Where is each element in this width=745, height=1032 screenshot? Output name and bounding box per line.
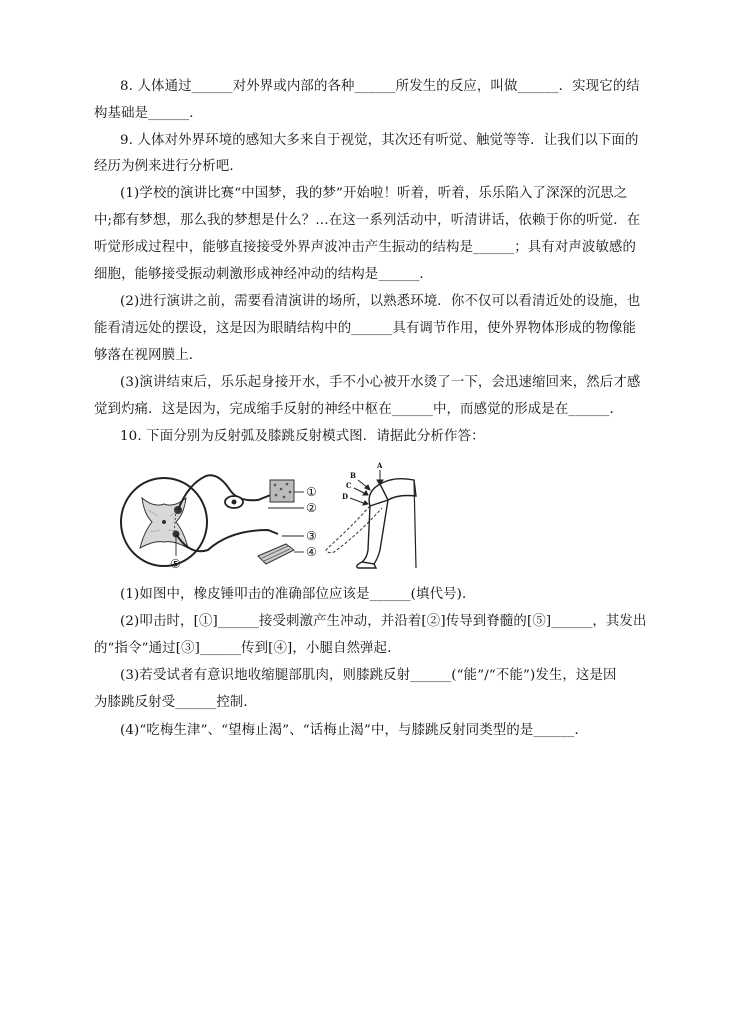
q9-part2-line-1: (2)进行演讲之前，需要看清演讲的场所，以熟悉环境．你不仅可以看清近处的设施，也	[120, 294, 641, 309]
reflex-arc-diagram	[118, 470, 333, 582]
marker-2: ②	[306, 501, 317, 515]
letter-D: D	[342, 492, 349, 501]
receptor-skin	[270, 480, 294, 502]
letter-A: A	[377, 461, 383, 470]
q9-part1-line-1: (1)学校的演讲比赛“中国梦，我的梦”开始啦！听着，听着，乐乐陷入了深深的沉思之	[120, 186, 628, 201]
q9-line-1: 9. 人体对外界环境的感知大多来自于视觉，其次还有听觉、触觉等等．让我们以下面的	[120, 133, 639, 148]
knee-jerk-diagram	[318, 458, 422, 572]
q10-part3-line-2: 为膝跳反射受______控制．	[94, 695, 257, 710]
q10-part2-line-1: (2)叩击时，[①]______接受刺激产生冲动，并沿着[②]传导到脊髓的[⑤]______，其发出	[120, 614, 647, 629]
q10-part3-line-1: (3)若受试者有意识地收缩腿部肌肉，则膝跳反射______(“能”/“不能”)发生，这是因	[120, 668, 617, 683]
q9-part3-line-2: 觉到灼痛．这是因为，完成缩手反射的神经中枢在______中，而感觉的形成是在______．	[94, 402, 623, 417]
effector-muscle	[258, 544, 294, 564]
q9-part1-line-4: 细胞，能够接受振动刺激形成神经冲动的结构是______．	[94, 267, 433, 282]
letter-C: C	[346, 481, 352, 490]
q9-part2-line-2: 能看清远处的摆设，这是因为眼睛结构中的______具有调节作用，使外界物体形成的物像能	[94, 321, 637, 336]
q10-part2-line-2: 的“指令”通过[③]______传到[④]，小腿自然弹起．	[94, 641, 401, 656]
q10-part1: (1)如图中，橡皮锤叩击的准确部位应该是______(填代号)．	[120, 587, 476, 602]
letter-B: B	[350, 471, 356, 480]
q10-part4: (4)“吃梅生津”、“望梅止渴”、“话梅止渴”中，与膝跳反射同类型的是______．	[120, 723, 589, 738]
marker-1: ①	[306, 485, 317, 499]
marker-5: ⑤	[170, 557, 181, 571]
q8-line-1: 8. 人体通过______对外界或内部的各种______所发生的反应，叫做______．实现它的结	[120, 79, 640, 94]
q9-part1-line-3: 听觉形成过程中，能够直接接受外界声波冲击产生振动的结构是______；具有对声波敏感的	[94, 240, 637, 255]
marker-4: ④	[306, 545, 317, 559]
q9-line-2: 经历为例来进行分析吧．	[94, 159, 243, 174]
q9-part2-line-3: 够落在视网膜上．	[94, 348, 203, 363]
marker-3: ③	[306, 529, 317, 543]
q10-line-1: 10. 下面分别为反射弧及膝跳反射模式图．请据此分析作答：	[120, 429, 485, 444]
q9-part3-line-1: (3)演讲结束后，乐乐起身接开水，手不小心被开水烫了一下，会迅速缩回来，然后才感	[120, 375, 641, 390]
q8-line-2: 构基础是______．	[94, 106, 203, 121]
q9-part1-line-2: 中;都有梦想，那么我的梦想是什么？…在这一系列活动中，听清讲话，依赖于你的听觉．在	[94, 213, 641, 228]
